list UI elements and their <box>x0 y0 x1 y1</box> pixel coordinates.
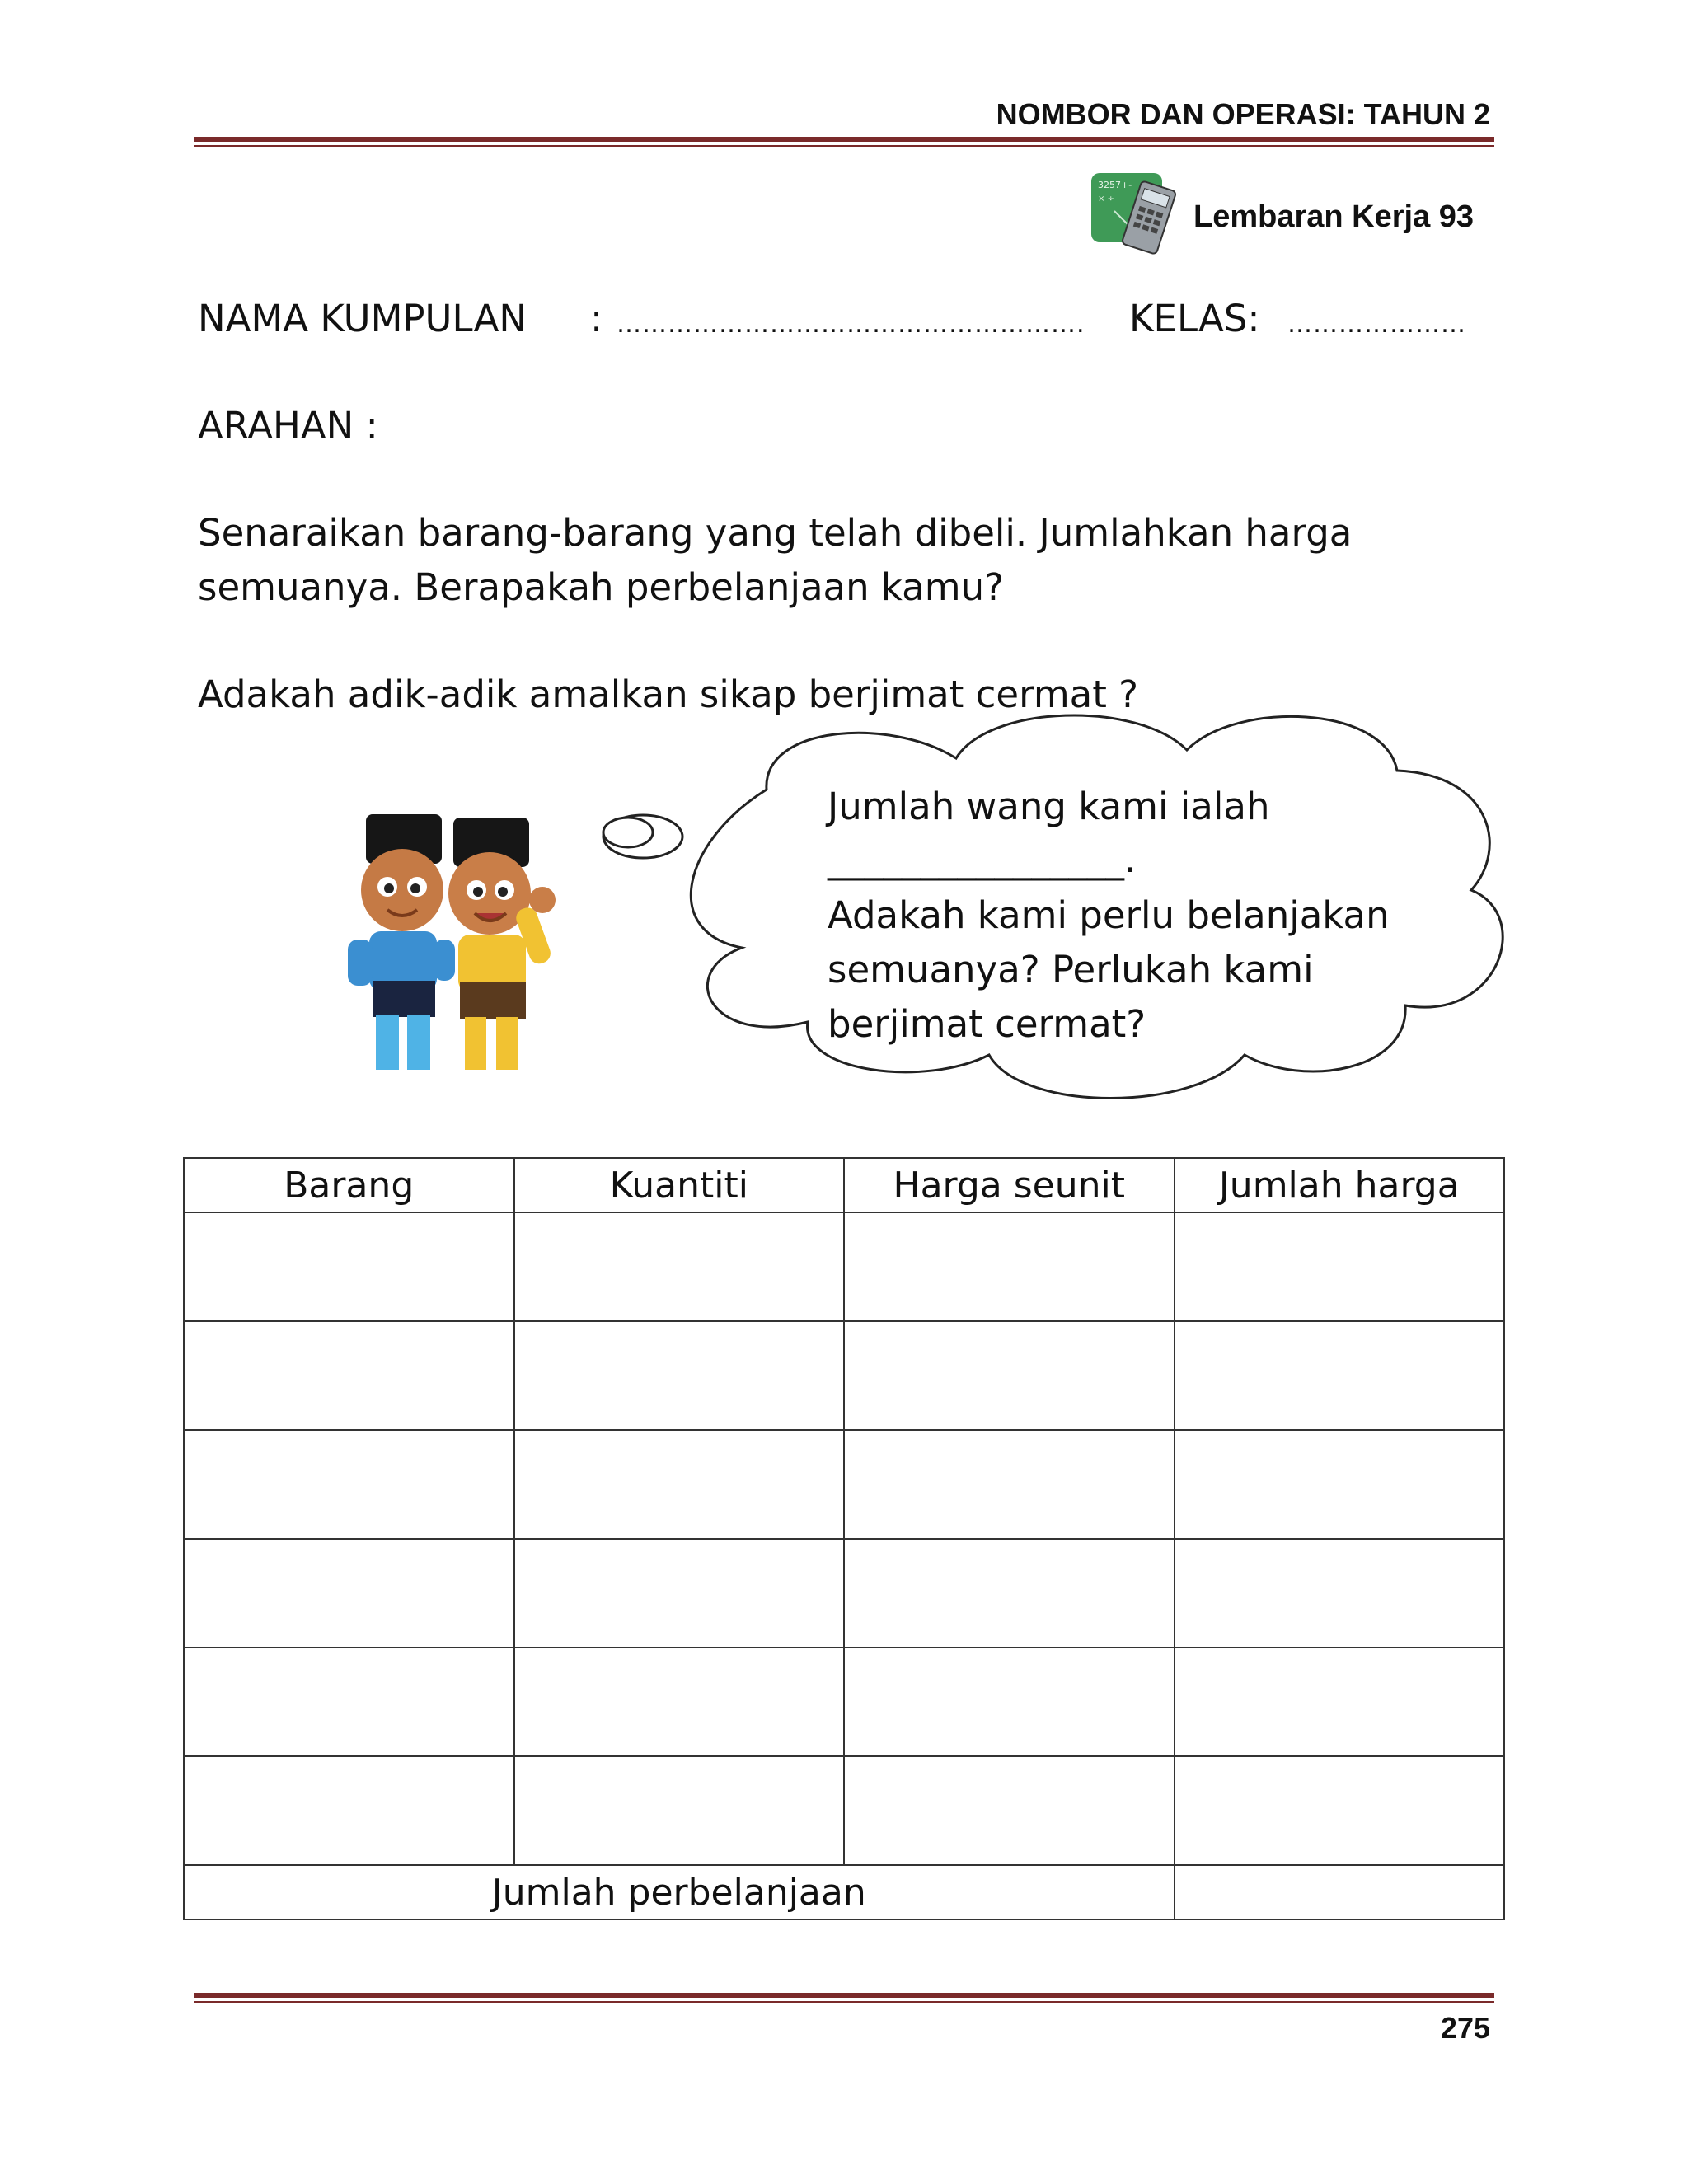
bubble-line-5: berjimat cermat? <box>828 1002 1146 1046</box>
table-cell[interactable] <box>514 1539 845 1647</box>
table-cell[interactable] <box>1175 1321 1505 1430</box>
svg-text:× ÷: × ÷ <box>1098 194 1114 204</box>
calculator-board-icon <box>1090 170 1190 257</box>
table-row <box>184 1756 1504 1865</box>
bubble-line-3: Adakah kami perlu belanjakan <box>828 893 1390 937</box>
table-header-row <box>184 1158 1504 1212</box>
column-header-kuantiti: Kuantiti <box>514 1158 845 1212</box>
bubble-line-1: Jumlah wang kami ialah <box>828 785 1270 828</box>
header-rule-thick <box>194 137 1494 142</box>
page-number: 275 <box>1440 2011 1490 2045</box>
class-label: KELAS: <box>1129 297 1260 340</box>
table-cell[interactable] <box>844 1647 1175 1756</box>
table-cell[interactable] <box>844 1430 1175 1539</box>
table-cell[interactable] <box>184 1539 514 1647</box>
footer-rule-thin <box>194 2001 1494 2003</box>
table-row <box>184 1647 1504 1756</box>
bubble-answer-blank[interactable]: ________________. <box>828 837 1137 881</box>
table-footer-row <box>184 1865 1504 1919</box>
instruction-line-2: semuanya. Berapakah perbelanjaan kamu? <box>198 565 1005 609</box>
instructions-heading: ARAHAN : <box>198 404 378 448</box>
table-row <box>184 1321 1504 1430</box>
group-name-colon: : <box>590 297 603 340</box>
column-header-barang: Barang <box>184 1158 514 1212</box>
table-cell[interactable] <box>184 1430 514 1539</box>
table-cell[interactable] <box>184 1321 514 1430</box>
shopping-table <box>183 1157 1505 1920</box>
total-spending-cell[interactable] <box>1175 1865 1505 1919</box>
bubble-line-4: semuanya? Perlukah kami <box>828 948 1314 991</box>
instruction-line-1: Senaraikan barang-barang yang telah dibeli. Jumlahkan harga <box>198 511 1353 555</box>
table-row <box>184 1430 1504 1539</box>
table-cell[interactable] <box>1175 1756 1505 1865</box>
table-cell[interactable] <box>1175 1539 1505 1647</box>
table-row <box>184 1539 1504 1647</box>
total-spending-label: Jumlah perbelanjaan <box>184 1865 1175 1919</box>
table-row <box>184 1212 1504 1321</box>
table-cell[interactable] <box>184 1756 514 1865</box>
page-header-title: NOMBOR DAN OPERASI: TAHUN 2 <box>996 97 1490 131</box>
group-name-label: NAMA KUMPULAN <box>198 297 528 340</box>
group-name-blank[interactable]: ………………………………………………. <box>617 310 1085 339</box>
column-header-harga-seunit: Harga seunit <box>844 1158 1175 1212</box>
footer-rule-thick <box>194 1993 1494 1998</box>
class-blank[interactable]: ………………… <box>1287 310 1466 339</box>
header-rule-thin <box>194 145 1494 147</box>
table-cell[interactable] <box>514 1647 845 1756</box>
table-cell[interactable] <box>184 1212 514 1321</box>
table-cell[interactable] <box>844 1212 1175 1321</box>
worksheet-label: Lembaran Kerja 93 <box>1193 199 1475 234</box>
table-cell[interactable] <box>1175 1647 1505 1756</box>
instruction-question: Adakah adik-adik amalkan sikap berjimat cermat ? <box>198 673 1139 716</box>
table-cell[interactable] <box>514 1321 845 1430</box>
table-cell[interactable] <box>514 1756 845 1865</box>
table-cell[interactable] <box>844 1321 1175 1430</box>
table-cell[interactable] <box>514 1212 845 1321</box>
table-cell[interactable] <box>514 1430 845 1539</box>
table-cell[interactable] <box>184 1647 514 1756</box>
svg-text:3257+-: 3257+- <box>1098 180 1132 190</box>
cartoon-boys-illustration <box>336 808 564 1088</box>
column-header-jumlah-harga: Jumlah harga <box>1175 1158 1505 1212</box>
table-cell[interactable] <box>1175 1212 1505 1321</box>
table-cell[interactable] <box>844 1539 1175 1647</box>
table-cell[interactable] <box>844 1756 1175 1865</box>
table-cell[interactable] <box>1175 1430 1505 1539</box>
